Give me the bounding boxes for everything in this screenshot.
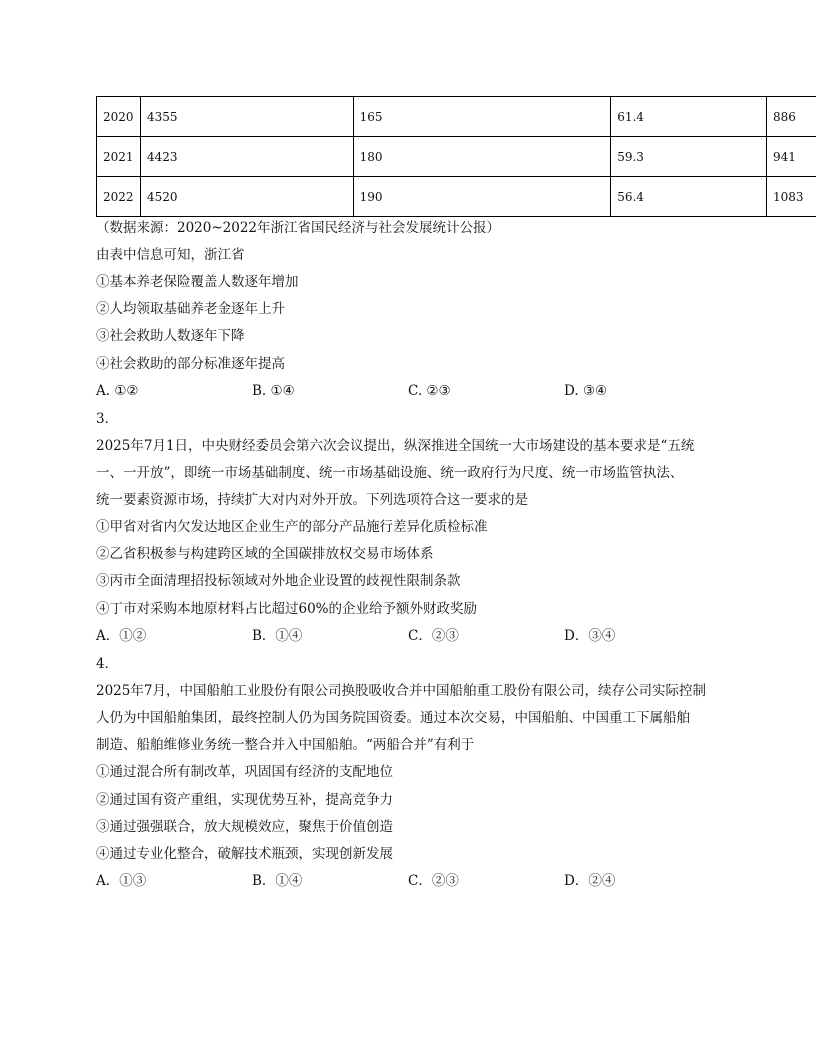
answer-option-b[interactable]: B．①④ <box>252 873 303 889</box>
answer-option-a[interactable]: A. ①② <box>96 383 139 399</box>
table-cell: 59.3 <box>611 137 767 177</box>
answer-option-c[interactable]: C. ②③ <box>408 383 451 399</box>
choice-item: ①甲省对省内欠发达地区企业生产的部分产品施行差异化质检标准 <box>96 519 488 535</box>
table-cell: 165 <box>353 97 611 137</box>
table-cell: 180 <box>353 137 611 177</box>
answer-option-b[interactable]: B．①④ <box>252 628 303 644</box>
table-cell: 4355 <box>140 97 353 137</box>
answer-option-d[interactable]: D．②④ <box>564 873 616 889</box>
question-stem: 制造、船舶维修业务统一整合并入中国船舶。“两船合并”有利于 <box>96 737 475 753</box>
choice-item: ③通过强强联合，放大规模效应，聚焦于价值创造 <box>96 819 393 835</box>
table-cell: 1083 <box>766 177 816 217</box>
data-source-note: （数据来源：2020~2022年浙江省国民经济与社会发展统计公报） <box>96 220 501 236</box>
table-cell: 2020 <box>97 97 141 137</box>
question-number: 4． <box>96 656 119 672</box>
table-cell: 886 <box>766 97 816 137</box>
table-cell: 56.4 <box>611 177 767 217</box>
answer-option-a[interactable]: A．①③ <box>96 873 147 889</box>
answer-option-b[interactable]: B. ①④ <box>252 383 295 399</box>
table-cell: 61.4 <box>611 97 767 137</box>
choice-item: ①基本养老保险覆盖人数逐年增加 <box>96 274 299 290</box>
answer-option-a[interactable]: A．①② <box>96 628 147 644</box>
table-cell: 2021 <box>97 137 141 177</box>
choice-item: ④丁市对采购本地原材料占比超过60%的企业给予额外财政奖励 <box>96 601 478 617</box>
question-stem: 人仍为中国船舶集团，最终控制人仍为国务院国资委。通过本次交易，中国船舶、中国重工下属船舶 <box>96 710 690 726</box>
table-row <box>97 97 816 137</box>
answer-option-d[interactable]: D．③④ <box>564 628 616 644</box>
table-cell: 941 <box>766 137 816 177</box>
choice-item: ④社会救助的部分标准逐年提高 <box>96 356 285 372</box>
choice-item: ④通过专业化整合，破解技术瓶颈，实现创新发展 <box>96 846 393 862</box>
table-row <box>97 137 816 177</box>
choice-item: ②通过国有资产重组，实现优势互补，提高竞争力 <box>96 792 393 808</box>
table-cell: 4423 <box>140 137 353 177</box>
table-cell: 190 <box>353 177 611 217</box>
table-cell: 2022 <box>97 177 141 217</box>
question-stem: 2025年7月1日，中央财经委员会第六次会议提出，纵深推进全国统一大市场建设的基本要求是“五统 <box>96 438 695 454</box>
question-stem: 2025年7月，中国船舶工业股份有限公司换股吸收合并中国船舶重工股份有限公司，续存公司实际控制 <box>96 683 706 699</box>
answer-option-d[interactable]: D. ③④ <box>564 383 608 399</box>
choice-item: ②乙省积极参与构建跨区域的全国碳排放权交易市场体系 <box>96 546 434 562</box>
question-stem: 统一要素资源市场，持续扩大对内对外开放。下列选项符合这一要求的是 <box>96 492 528 508</box>
question-stem: 一、一开放”，即统一市场基础制度、统一市场基础设施、统一政府行为尺度、统一市场监管执法、 <box>96 465 684 481</box>
answer-option-c[interactable]: C．②③ <box>408 628 459 644</box>
answer-option-c[interactable]: C．②③ <box>408 873 459 889</box>
choice-item: ③丙市全面清理招投标领域对外地企业设置的歧视性限制条款 <box>96 573 461 589</box>
statistics-table <box>96 96 816 217</box>
table-cell: 4520 <box>140 177 353 217</box>
question-stem: 由表中信息可知，浙江省 <box>96 247 245 263</box>
choice-item: ①通过混合所有制改革，巩固国有经济的支配地位 <box>96 764 393 780</box>
table-row <box>97 177 816 217</box>
question-number: 3． <box>96 411 119 427</box>
choice-item: ③社会救助人数逐年下降 <box>96 328 245 344</box>
choice-item: ②人均领取基础养老金逐年上升 <box>96 301 285 317</box>
